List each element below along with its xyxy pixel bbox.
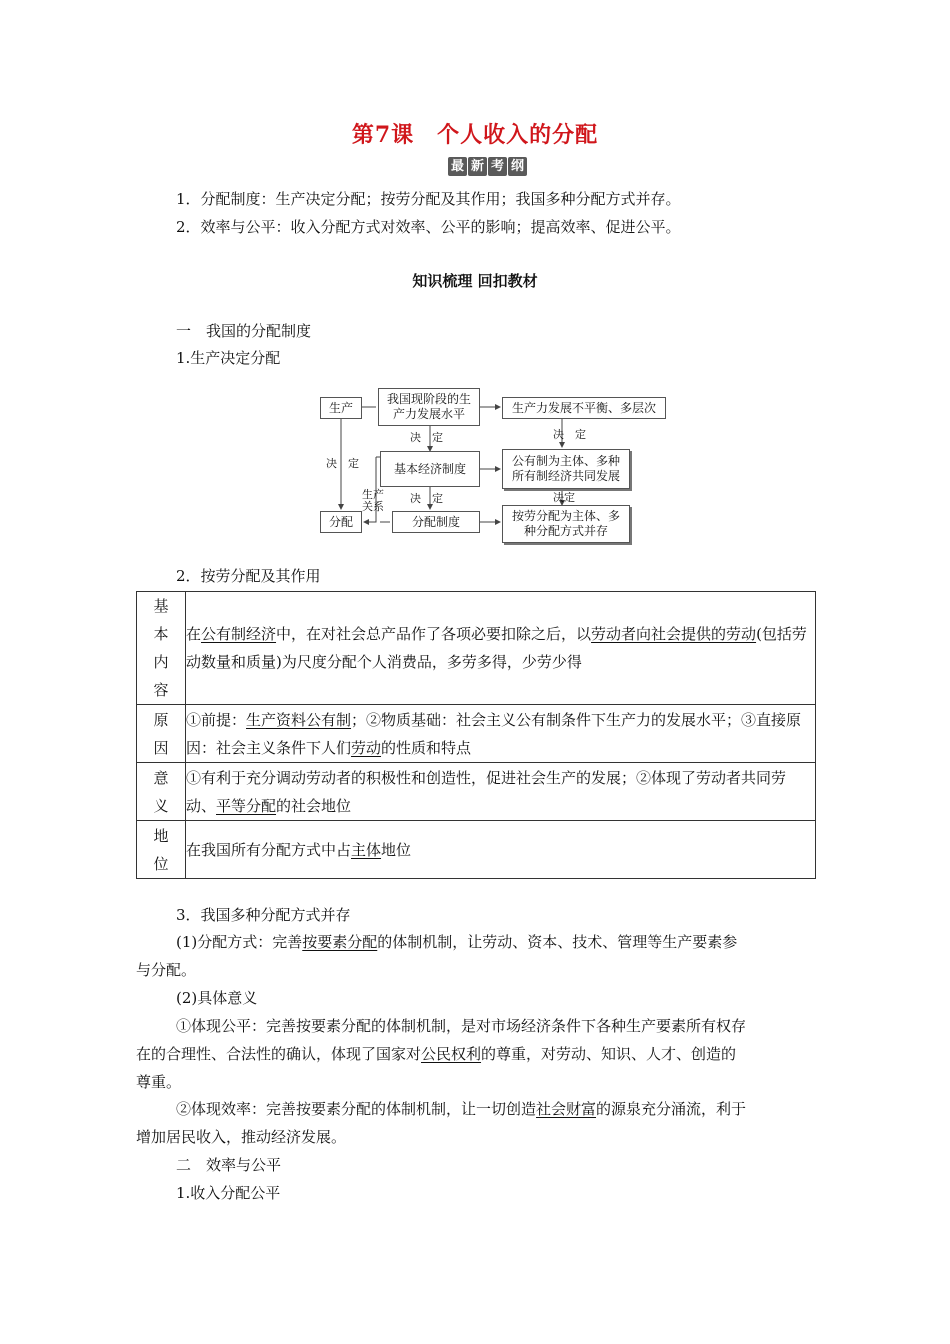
- text: 地位: [381, 840, 412, 859]
- underlined-key-term: 按要素分配: [302, 933, 378, 951]
- underlined-key-term: 生产资料公有制: [246, 710, 352, 729]
- box-distribution-system: [392, 511, 480, 533]
- head-char: 本: [153, 625, 169, 643]
- paragraph-line: [136, 1043, 736, 1064]
- label-decide: 决 定: [410, 492, 443, 505]
- box-label: 生产: [328, 400, 353, 415]
- box-label: 公有制为主体、多种: [511, 454, 620, 468]
- text: 的体制机制，让劳动、资本、技术、管理等生产要素参: [377, 933, 738, 951]
- box-distribution-modes: [502, 505, 630, 543]
- underlined-key-term: 社会财富: [536, 1100, 597, 1118]
- distribution-by-work-table: [136, 591, 816, 879]
- head-char: 内: [153, 653, 169, 671]
- box-label: 种分配方式并存: [523, 524, 608, 538]
- underlined-key-term: 劳动者向社会提供的劳动: [591, 625, 757, 643]
- head-char: 容: [153, 681, 169, 699]
- head-char: 义: [153, 796, 169, 815]
- text: ②体现效率：完善按要素分配的体制机制，让一切创造: [176, 1100, 537, 1118]
- badge-char: 最: [448, 157, 467, 176]
- relation-text: 生产: [362, 488, 384, 501]
- box-label: 产力发展水平: [392, 407, 465, 421]
- part2-sub1: 1.收入分配公平: [176, 1184, 281, 1202]
- text: ①前提：: [186, 710, 247, 729]
- head-char: 基: [153, 597, 169, 615]
- text: 的尊重，对劳动、知识、人才、创造的: [481, 1045, 737, 1063]
- text: 的源泉充分涌流，利于: [596, 1100, 747, 1118]
- latest-syllabus-badge: [448, 157, 527, 176]
- text: 中，在对社会总产品作了各项必要扣除之后，以: [276, 625, 592, 643]
- row-content: [186, 821, 816, 879]
- paragraph-line: 尊重。: [136, 1073, 182, 1091]
- outline-item-2: 2．效率与公平：收入分配方式对效率、公平的影响；提高效率、促进公平。: [176, 218, 681, 236]
- row-content: [186, 763, 816, 821]
- box-basic-economic-system: [380, 451, 480, 487]
- table-row: [137, 592, 816, 705]
- paragraph-line: (2)具体意义: [176, 989, 258, 1007]
- box-ownership: [502, 449, 630, 489]
- row-head: [137, 705, 186, 763]
- text: ；②物质基础：社会主义公有制条件下生产力的发展水平；③直接原因：社会主义条件下人们: [186, 710, 802, 757]
- part2-heading: 二 效率与公平: [176, 1156, 282, 1174]
- relation-text: 关系: [362, 500, 384, 513]
- text: 在的合理性、合法性的确认，体现了国家对: [136, 1045, 422, 1063]
- row-head: [137, 763, 186, 821]
- paragraph-line: 与分配。: [136, 961, 197, 979]
- paragraph-line: 增加居民收入，推动经济发展。: [136, 1128, 347, 1146]
- underlined-key-term: 平等分配: [216, 796, 277, 815]
- head-char: 意: [153, 768, 169, 787]
- table-row: [137, 763, 816, 821]
- text: (1)分配方式：完善: [176, 933, 303, 951]
- row-content: [186, 592, 816, 705]
- badge-char: 考: [488, 157, 507, 176]
- part1-heading: 一 我国的分配制度: [176, 322, 312, 340]
- head-char: 位: [153, 854, 169, 873]
- part1-sub2: 2．按劳分配及其作用: [176, 567, 321, 585]
- underlined-key-term: 劳动: [351, 738, 382, 757]
- text: 的性质和特点: [381, 738, 472, 757]
- text: (包括劳动数量和质量)为尺度分配个人消费品，多劳多得，少劳少得: [186, 625, 807, 671]
- label-decide-vertical: 决 定: [326, 457, 359, 470]
- row-content: [186, 705, 816, 763]
- box-label: 分配: [328, 514, 353, 529]
- section-header: 知识梳理 回扣教材: [412, 272, 538, 290]
- box-production: [320, 397, 362, 419]
- text: ①有利于充分调动劳动者的积极性和创造性，促进社会生产的发展；②体现了劳动者共同劳动、: [186, 768, 787, 815]
- paragraph-line: [176, 1098, 746, 1119]
- label-production-relation: [362, 489, 384, 513]
- head-char: 原: [153, 710, 169, 729]
- badge-char: 新: [468, 157, 487, 176]
- head-char: 地: [153, 826, 169, 845]
- box-label: 按劳分配为主体、多: [511, 509, 620, 523]
- paragraph-line: [176, 931, 737, 952]
- text: 的社会地位: [276, 796, 352, 815]
- box-label: 我国现阶段的生: [386, 392, 471, 406]
- badge-char: 纲: [508, 157, 527, 176]
- label-decide: 决 定: [410, 431, 443, 444]
- lesson-title: 第7课 个人收入的分配: [351, 122, 599, 148]
- box-distribution: [320, 511, 362, 533]
- box-label: 所有制经济共同发展: [511, 469, 620, 483]
- box-productivity-level: [378, 388, 480, 426]
- text: 在: [186, 625, 202, 643]
- text: 在我国所有分配方式中占: [186, 840, 352, 859]
- box-uneven-development: [502, 397, 666, 419]
- box-label: 基本经济制度: [393, 461, 466, 476]
- box-label: 分配制度: [411, 514, 460, 529]
- row-head: [137, 821, 186, 879]
- outline-item-1: 1．分配制度：生产决定分配；按劳分配及其作用；我国多种分配方式并存。: [176, 190, 681, 208]
- paragraph-line: ①体现公平：完善按要素分配的体制机制，是对市场经济条件下各种生产要素所有权存: [176, 1017, 747, 1035]
- table-row: [137, 821, 816, 879]
- part1-sub3: 3．我国多种分配方式并存: [176, 906, 351, 924]
- head-char: 因: [153, 738, 169, 757]
- box-label: 生产力发展不平衡、多层次: [511, 400, 656, 415]
- underlined-key-term: 主体: [351, 840, 382, 859]
- label-decide: 决 定: [553, 428, 586, 441]
- production-distribution-flowchart: [300, 385, 680, 550]
- row-head: [137, 592, 186, 705]
- underlined-key-term: 公民权利: [421, 1045, 482, 1063]
- underlined-key-term: 公有制经济: [201, 625, 277, 643]
- table-row: [137, 705, 816, 763]
- label-decide: 决定: [553, 491, 575, 504]
- part1-sub1: 1.生产决定分配: [176, 349, 281, 367]
